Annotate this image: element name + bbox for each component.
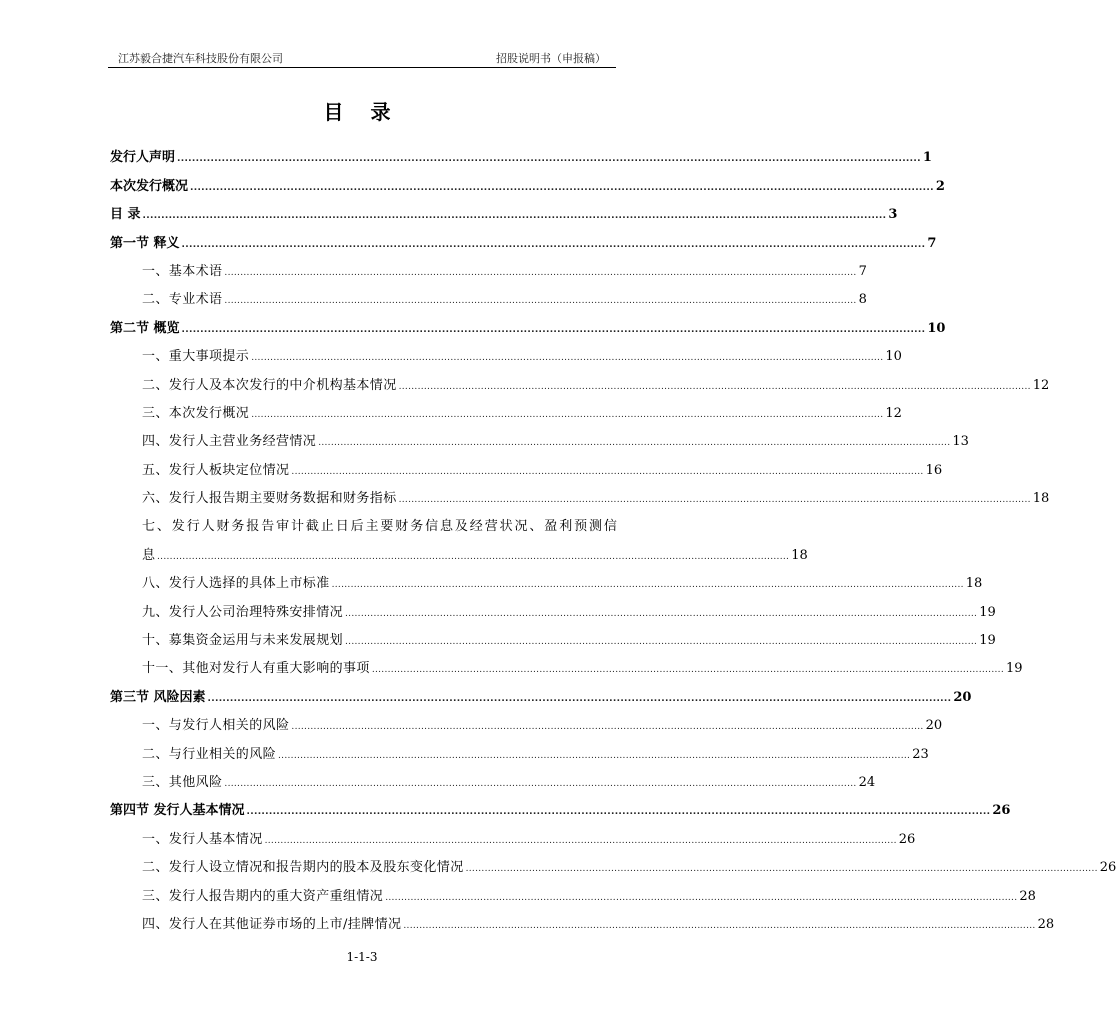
header-company: 江苏毅合捷汽车科技股份有限公司 [118,52,283,65]
toc-entry-text: 一、与发行人相关的风险 [142,718,290,734]
toc-leader: ........................................................................................................................................................................................................ [385,892,1018,903]
toc-entry-page: 3 [888,207,898,223]
toc-entry-page: 10 [885,349,902,365]
toc-entry-text: 三、发行人报告期内的重大资产重组情况 [142,888,384,904]
toc-entry-page: 20 [925,718,943,734]
toc-entry[interactable] [110,706,943,734]
header-rule [108,67,616,68]
toc-entry[interactable] [110,252,867,280]
toc-entry-text: 二、发行人设立情况和报告期内的股本及股东变化情况 [142,860,464,876]
toc-entry-continuation[interactable] [110,535,808,563]
toc-entry-page: 18 [1032,491,1050,507]
toc-entry-text: 四、发行人在其他证券市场的上市/挂牌情况 [142,916,402,932]
toc-leader: ........................................................................................................................................................................................................ [181,239,926,250]
toc-entry-text: 二、与行业相关的风险 [142,746,277,762]
toc-entry-page: 26 [992,803,1011,819]
toc-leader: ........................................................................................................................................................................................................ [181,324,926,335]
page-title: 目 录 [323,100,401,124]
toc-entry-text: 第四节 发行人基本情况 [110,803,245,819]
toc-entry-page: 13 [952,434,969,450]
table-of-contents [110,138,1116,933]
toc-entry-text: 十一、其他对发行人有重大影响的事项 [142,661,370,677]
toc-leader: ........................................................................................................................................................................................................ [318,438,951,449]
toc-entry[interactable] [110,763,876,791]
toc-leader: ........................................................................................................................................................................................................ [224,296,857,307]
toc-entry-text: 三、本次发行概况 [142,405,250,421]
toc-leader: ........................................................................................................................................................................................................ [278,750,911,761]
toc-entry-text: 十、募集资金运用与未来发展规划 [142,633,344,649]
toc-entry-page: 8 [858,292,867,308]
toc-entry[interactable] [110,734,929,762]
toc-leader: ........................................................................................................................................................................................................ [465,864,1098,875]
toc-entry-page: 19 [979,604,996,620]
toc-leader: ........................................................................................................................................................................................................ [157,551,790,562]
toc-entry[interactable] [110,450,943,478]
toc-leader: ........................................................................................................................................................................................................ [264,835,897,846]
toc-leader: ........................................................................................................................................................................................................ [291,722,924,733]
toc-entry[interactable] [110,876,1036,904]
toc-entry-page: 23 [912,746,929,762]
toc-entry-text: 第三节 风险因素 [110,689,206,705]
toc-entry-text: 发行人声明 [110,150,176,166]
toc-entry-text: 四、发行人主营业务经营情况 [142,434,317,450]
toc-entry-page: 7 [927,235,937,251]
toc-entry[interactable] [110,337,902,365]
toc-leader: ........................................................................................................................................................................................................ [291,466,924,477]
toc-entry[interactable] [110,791,1011,819]
toc-entry-text: 七、发行人财务报告审计截止日后主要财务信息及经营状况、盈利预测信 [142,519,619,535]
toc-entry-page: 10 [927,320,946,336]
toc-leader: ........................................................................................................................................................................................................ [371,665,1004,676]
toc-entry-text: 五、发行人板块定位情况 [142,462,290,478]
toc-leader: ........................................................................................................................................................................................................ [345,637,978,648]
toc-entry[interactable] [110,621,996,649]
toc-entry[interactable] [110,848,1116,876]
toc-entry-text-cont: 息 [142,547,156,563]
toc-entry-page: 12 [885,405,902,421]
toc-entry-text: 本次发行概况 [110,178,189,194]
toc-entry[interactable] [110,905,1055,933]
toc-entry-text: 一、重大事项提示 [142,349,250,365]
toc-entry-text: 八、发行人选择的具体上市标准 [142,576,330,592]
toc-leader: ........................................................................................................................................................................................................ [331,580,964,591]
toc-entry-text: 三、其他风险 [142,774,223,790]
toc-entry-text: 九、发行人公司治理特殊安排情况 [142,604,344,620]
toc-entry-page: 19 [979,633,996,649]
toc-entry-text: 目 录 [110,207,141,223]
toc-entry-page: 18 [791,547,808,563]
toc-leader: ........................................................................................................................................................................................................ [251,353,884,364]
toc-entry-page: 18 [965,576,983,592]
toc-entry-text: 第一节 释义 [110,235,180,251]
toc-entry[interactable] [110,819,916,847]
toc-entry[interactable] [110,138,932,166]
toc-entry[interactable] [110,479,1050,507]
toc-entry[interactable] [110,507,619,535]
toc-entry-page: 2 [935,178,945,194]
toc-entry[interactable] [110,166,945,194]
toc-entry[interactable] [110,422,969,450]
toc-entry-page: 1 [922,150,932,166]
toc-leader: ........................................................................................................................................................................................................ [207,693,952,704]
toc-entry[interactable] [110,308,946,336]
toc-entry-page: 24 [858,774,876,790]
toc-entry-page: 7 [858,263,867,279]
toc-entry-text: 第二节 概览 [110,320,180,336]
toc-entry-text: 二、专业术语 [142,292,223,308]
toc-entry-page: 26 [898,831,916,847]
toc-entry-page: 28 [1019,888,1036,904]
toc-leader: ........................................................................................................................................................................................................ [224,267,857,278]
toc-leader: ........................................................................................................................................................................................................ [190,182,934,193]
header-doc-type: 招股说明书（申报稿） [496,52,606,65]
toc-leader: ........................................................................................................................................................................................................ [403,920,1036,931]
toc-leader: ........................................................................................................................................................................................................ [398,495,1031,506]
toc-entry[interactable] [110,394,902,422]
toc-entry[interactable] [110,280,867,308]
toc-entry-page: 26 [1099,860,1116,876]
toc-leader: ........................................................................................................................................................................................................ [345,608,978,619]
toc-entry-page: 12 [1032,377,1050,393]
toc-entry[interactable] [110,223,937,251]
toc-entry[interactable] [110,592,996,620]
toc-entry-text: 一、基本术语 [142,263,223,279]
toc-entry-page: 28 [1037,916,1055,932]
toc-entry-page: 16 [925,462,943,478]
toc-entry-text: 二、发行人及本次发行的中介机构基本情况 [142,377,397,393]
toc-leader: ........................................................................................................................................................................................................ [224,778,857,789]
page-header [108,52,616,68]
toc-leader: ........................................................................................................................................................................................................ [177,154,921,165]
toc-leader: ........................................................................................................................................................................................................ [251,409,884,420]
toc-entry-text: 六、发行人报告期主要财务数据和财务指标 [142,491,397,507]
toc-entry-text: 一、发行人基本情况 [142,831,263,847]
toc-entry[interactable] [110,195,898,223]
toc-entry-page: 20 [953,689,972,705]
page-number: 1-1-3 [346,950,378,964]
toc-entry[interactable] [110,365,1050,393]
toc-entry[interactable] [110,564,983,592]
toc-leader: ........................................................................................................................................................................................................ [398,381,1031,392]
toc-entry-page: 19 [1005,661,1023,677]
toc-leader: ........................................................................................................................................................................................................ [142,211,887,222]
toc-entry[interactable] [110,677,972,705]
toc-entry[interactable] [110,649,1023,677]
toc-leader: ........................................................................................................................................................................................................ [246,807,991,818]
